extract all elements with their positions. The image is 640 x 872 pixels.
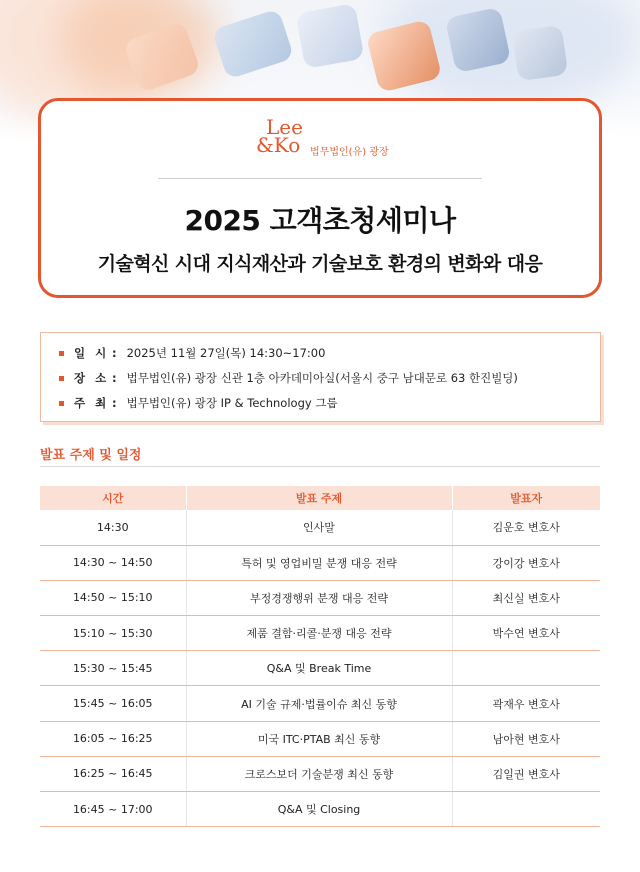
speaker-cell: 최신실 변호사: [452, 580, 600, 615]
speaker-cell: [452, 651, 600, 686]
info-label: 일 시: [74, 346, 110, 360]
topic-cell: 미국 ITC·PTAB 최신 동향: [186, 721, 452, 756]
title-card: [38, 98, 602, 298]
table-row: [40, 580, 600, 615]
page-subtitle: 기술혁신 시대 지식재산과 기술보호 환경의 변화와 대응: [97, 253, 543, 275]
time-cell: 16:45 ~ 17:00: [40, 792, 186, 827]
info-row-date: 일 시 : 2025년 11월 27일(목) 14:30~17:00: [59, 343, 325, 363]
speaker-cell: 곽재우 변호사: [452, 686, 600, 721]
time-cell: 14:30: [40, 510, 186, 545]
speaker-cell: 강이강 변호사: [452, 545, 600, 580]
column-header-topic: 발표 주제: [186, 486, 452, 510]
topic-cell: 부정경쟁행위 분쟁 대응 전략: [186, 580, 452, 615]
column-header-time: 시간: [40, 486, 186, 510]
table-row: [40, 686, 600, 721]
schedule-section-title: 발표 주제 및 일정: [40, 448, 142, 463]
logo-mark-line2: &Ko: [256, 133, 301, 157]
column-header-speaker: 발표자: [452, 486, 600, 510]
speaker-cell: [452, 792, 600, 827]
bullet-icon: [59, 351, 64, 356]
page-title: 2025 고객초청세미나: [184, 204, 456, 237]
event-info-box: [40, 332, 601, 422]
info-label: 장 소: [74, 371, 110, 385]
bullet-icon: [59, 401, 64, 406]
lee-ko-logo: [256, 115, 416, 161]
topic-cell: AI 기술 규제·법률이슈 최신 동향: [186, 686, 452, 721]
time-cell: 14:30 ~ 14:50: [40, 545, 186, 580]
info-value: 법무법인(유) 광장 신관 1층 아카데미아실(서울시 중구 남대문로 63 한진빌딩): [126, 371, 518, 385]
info-value: 2025년 11월 27일(목) 14:30~17:00: [126, 346, 326, 360]
table-row: [40, 651, 600, 686]
time-cell: 15:10 ~ 15:30: [40, 616, 186, 651]
table-row: [40, 756, 600, 791]
firm-name: 법무법인(유) 광장: [310, 147, 389, 158]
bullet-icon: [59, 376, 64, 381]
topic-cell: 제품 결함·리콜·분쟁 대응 전략: [186, 616, 452, 651]
time-cell: 15:45 ~ 16:05: [40, 686, 186, 721]
speaker-cell: 김운호 변호사: [452, 510, 600, 545]
topic-cell: 인사말: [186, 510, 452, 545]
section-divider: [40, 466, 600, 467]
table-row: [40, 510, 600, 545]
info-label: 주 최: [74, 396, 110, 410]
speaker-cell: 박수연 변호사: [452, 616, 600, 651]
table-row: [40, 616, 600, 651]
speaker-cell: 남아현 변호사: [452, 721, 600, 756]
time-cell: 15:30 ~ 15:45: [40, 651, 186, 686]
logo-mark-line1: Lee: [266, 115, 303, 139]
schedule-table: [40, 486, 600, 827]
info-row-place: 장 소 : 법무법인(유) 광장 신관 1층 아카데미아실(서울시 중구 남대문로 63 한진빌딩): [59, 368, 518, 388]
table-row: [40, 545, 600, 580]
topic-cell: 특허 및 영업비밀 분쟁 대응 전략: [186, 545, 452, 580]
table-row: [40, 792, 600, 827]
title-divider: [158, 178, 482, 179]
time-cell: 14:50 ~ 15:10: [40, 580, 186, 615]
table-row: [40, 721, 600, 756]
time-cell: 16:05 ~ 16:25: [40, 721, 186, 756]
topic-cell: Q&A 및 Closing: [186, 792, 452, 827]
speaker-cell: 김일권 변호사: [452, 756, 600, 791]
table-header-row: [40, 486, 600, 510]
topic-cell: 크로스보더 기술분쟁 최신 동향: [186, 756, 452, 791]
info-row-host: 주 최 : 법무법인(유) 광장 IP & Technology 그룹: [59, 393, 338, 413]
time-cell: 16:25 ~ 16:45: [40, 756, 186, 791]
topic-cell: Q&A 및 Break Time: [186, 651, 452, 686]
info-value: 법무법인(유) 광장 IP & Technology 그룹: [126, 396, 338, 410]
